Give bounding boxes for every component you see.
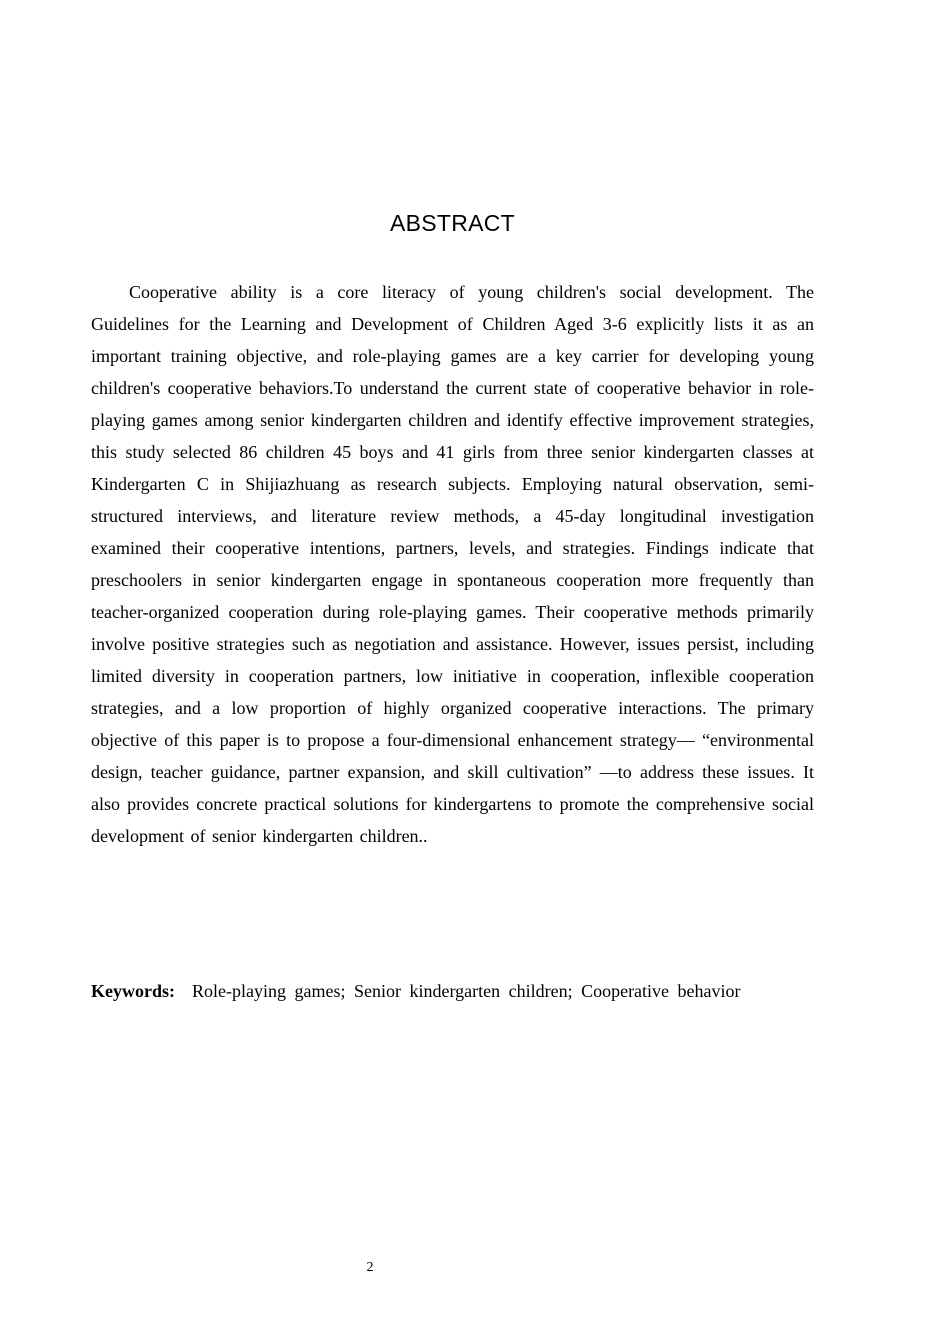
keywords-line (91, 975, 814, 1007)
keywords-label: Keywords: (91, 981, 175, 1001)
abstract-body: Cooperative ability is a core literacy of young children's social development. The Guidelines for the Learning and Development of Children Aged 3-6 explicitly lists it as an important training objective, and role-playing games are a key carrier for developing young children's cooperative behaviors.To understand the current state of cooperative behavior in role-playing games among senior kindergarten children and identify effective improvement strategies, this study selected 86 children 45 boys and 41 girls from three senior kindergarten classes at Kindergarten C in Shijiazhuang as research subjects. Employing natural observation, semi-structured interviews, and literature review methods, a 45-day longitudinal investigation examined their cooperative intentions, partners, levels, and strategies. Findings indicate that preschoolers in senior kindergarten engage in spontaneous cooperation more frequently than teacher-organized cooperation during role-playing games. Their cooperative methods primarily involve positive strategies such as negotiation and assistance. However, issues persist, including limited diversity in cooperation partners, low initiative in cooperation, inflexible cooperation strategies, and a low proportion of highly organized cooperative interactions. The primary objective of this paper is to propose a four-dimensional enhancement strategy— “environmental design, teacher guidance, partner expansion, and skill cultivation” —to address these issues. It also provides concrete practical solutions for kindergartens to promote the comprehensive social development of senior kindergarten children.. (91, 282, 814, 846)
abstract-title: ABSTRACT (389, 210, 516, 236)
keywords-text: Role-playing games; Senior kindergarten children; Cooperative behavior (192, 981, 741, 1001)
page-number: 2 (366, 1260, 374, 1275)
